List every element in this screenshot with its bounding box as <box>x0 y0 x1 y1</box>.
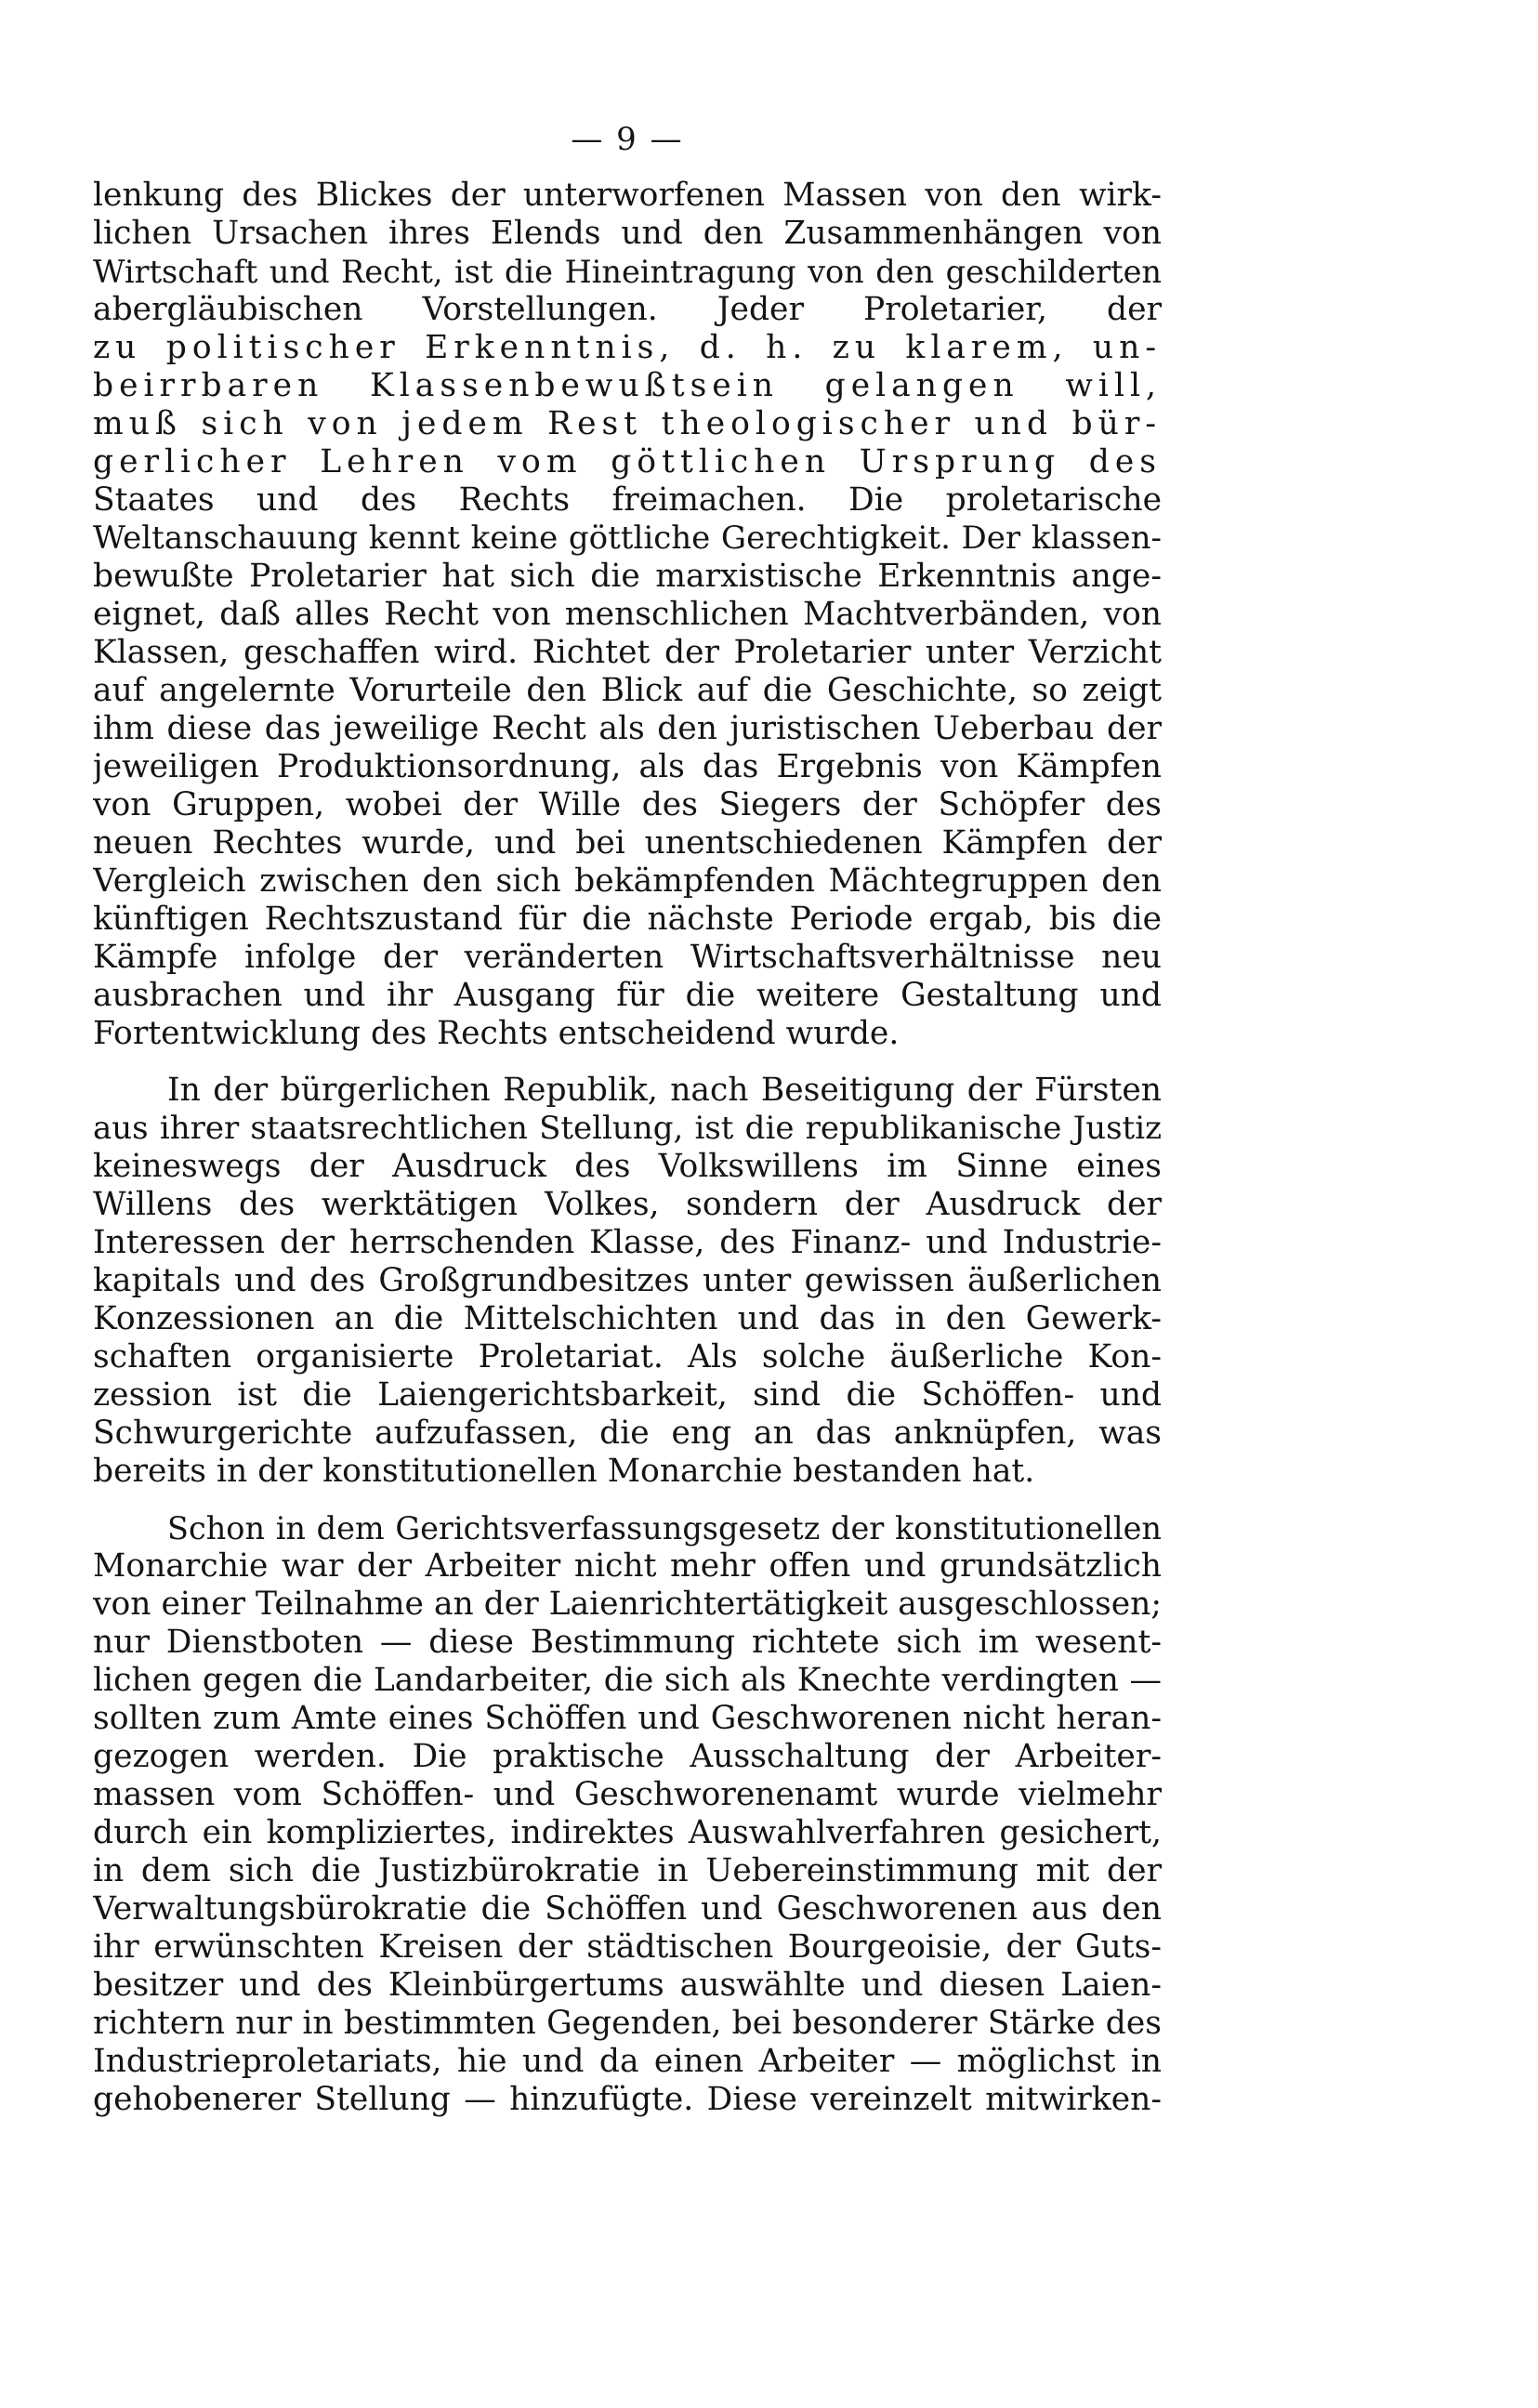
text-line: ausbrachen und ihr Ausgang für die weitere Gestaltung und <box>93 977 1162 1014</box>
text-line: Kämpfe infolge der veränderten Wirtschaftsverhältnisse neu <box>93 939 1162 976</box>
text-line: jeweiligen Produktionsordnung, als das Ergebnis von Kämpfen <box>93 748 1162 785</box>
text-line: lichen gegen die Landarbeiter, die sich als Knechte verdingten — <box>93 1662 1162 1699</box>
text-line: von Gruppen, wobei der Wille des Siegers der Schöpfer des <box>93 786 1162 823</box>
text-line: von einer Teilnahme an der Laienrichtertätigkeit ausgeschlossen; <box>93 1586 1162 1623</box>
text-line: aus ihrer staatsrechtlichen Stellung, ist die republikanische Justiz <box>93 1110 1162 1147</box>
text-line: keineswegs der Ausdruck des Volkswillens im Sinne eines <box>93 1148 1162 1185</box>
text-line: schaften organisierte Proletariat. Als solche äußerliche Kon- <box>93 1338 1162 1375</box>
text-line: Wirtschaft und Recht, ist die Hineintragung von den geschilderten <box>93 254 1162 290</box>
text-line: Klassen, geschaffen wird. Richtet der Proletarier unter Verzicht <box>93 634 1162 671</box>
text-line: kapitals und des Großgrundbesitzes unter gewissen äußerlichen <box>93 1262 1162 1299</box>
text-line: Willens des werktätigen Volkes, sondern der Ausdruck der <box>93 1186 1162 1223</box>
text-line: Interessen der herrschenden Klasse, des Finanz- und Industrie- <box>93 1224 1162 1261</box>
text-line: abergläubischen Vorstellungen. Jeder Proletarier, der <box>93 291 1162 328</box>
text-line: durch ein kompliziertes, indirektes Auswahlverfahren gesichert, <box>93 1814 1162 1851</box>
text-line: In der bürgerlichen Republik, nach Beseitigung der Fürsten <box>167 1072 1162 1109</box>
text-line: beirrbaren Klassenbewußtsein gelangen will, <box>93 367 1162 404</box>
book-page <box>93 112 1162 2379</box>
text-line: gerlicher Lehren vom göttlichen Ursprung des <box>93 443 1162 480</box>
text-line: auf angelernte Vorurteile den Blick auf die Geschichte, so zeigt <box>93 672 1162 709</box>
text-line: gezogen werden. Die praktische Ausschaltung der Arbeiter- <box>93 1738 1162 1775</box>
body-text <box>93 177 1162 2119</box>
text-line: Weltanschauung kennt keine göttliche Gerechtigkeit. Der klassen- <box>93 520 1162 557</box>
paragraph-gap <box>93 1053 1162 1072</box>
text-line: ihr erwünschten Kreisen der städtischen Bourgeoisie, der Guts- <box>93 1928 1162 1966</box>
text-line: Monarchie war der Arbeiter nicht mehr offen und grundsätzlich <box>93 1547 1162 1585</box>
paragraph-1 <box>93 177 1162 1053</box>
text-line: nur Dienstboten — diese Bestimmung richtete sich im wesent- <box>93 1624 1162 1661</box>
text-line: eignet, daß alles Recht von menschlichen Machtverbänden, von <box>93 596 1162 633</box>
text-line: Schwurgerichte aufzufassen, die eng an das anknüpfen, was <box>93 1415 1162 1452</box>
text-line: Verwaltungsbürokratie die Schöffen und Geschworenen aus den <box>93 1890 1162 1928</box>
text-line: Vergleich zwischen den sich bekämpfenden Mächtegruppen den <box>93 862 1162 900</box>
text-line: massen vom Schöffen- und Geschworenenamt wurde vielmehr <box>93 1776 1162 1813</box>
paragraph-2 <box>93 1072 1162 1491</box>
text-line: ihm diese das jeweilige Recht als den juristischen Ueberbau der <box>93 710 1162 747</box>
text-line: Schon in dem Gerichtsverfassungsgesetz der konstitutionellen <box>167 1510 1162 1546</box>
text-line: lichen Ursachen ihres Elends und den Zusammenhängen von <box>93 215 1162 252</box>
text-line: zu politischer Erkenntnis, d. h. zu klarem, un- <box>93 329 1162 366</box>
text-line: Staates und des Rechts freimachen. Die proletarische <box>93 481 1162 519</box>
text-line: besitzer und des Kleinbürgertums auswählte und diesen Laien- <box>93 1967 1162 2004</box>
text-line: in dem sich die Justizbürokratie in Uebereinstimmung mit der <box>93 1852 1162 1889</box>
text-line: zession ist die Laiengerichtsbarkeit, sind die Schöffen- und <box>93 1376 1162 1414</box>
text-line: richtern nur in bestimmten Gegenden, bei besonderer Stärke des <box>93 2005 1162 2042</box>
text-line: gehobenerer Stellung — hinzufügte. Diese vereinzelt mitwirken- <box>93 2081 1162 2118</box>
text-line: Fortentwicklung des Rechts entscheidend wurde. <box>93 1015 900 1052</box>
text-line: Industrieproletariats, hie und da einen Arbeiter — möglichst in <box>93 2043 1162 2080</box>
text-line: neuen Rechtes wurde, und bei unentschiedenen Kämpfen der <box>93 824 1162 862</box>
text-line: lenkung des Blickes der unterworfenen Massen von den wirk- <box>93 177 1162 214</box>
text-line: sollten zum Amte eines Schöffen und Geschworenen nicht heran- <box>93 1700 1162 1737</box>
page-number: — 9 — <box>571 121 684 158</box>
text-line: Konzessionen an die Mittelschichten und das in den Gewerk- <box>93 1300 1162 1337</box>
text-line: bewußte Proletarier hat sich die marxistische Erkenntnis ange- <box>93 558 1162 595</box>
text-line: muß sich von jedem Rest theologischer und bür- <box>93 405 1162 442</box>
paragraph-3 <box>93 1509 1162 2119</box>
paragraph-gap <box>93 1491 1162 1509</box>
text-line: bereits in der konstitutionellen Monarchie bestanden hat. <box>93 1453 1035 1490</box>
text-line: künftigen Rechtszustand für die nächste Periode ergab, bis die <box>93 901 1162 938</box>
